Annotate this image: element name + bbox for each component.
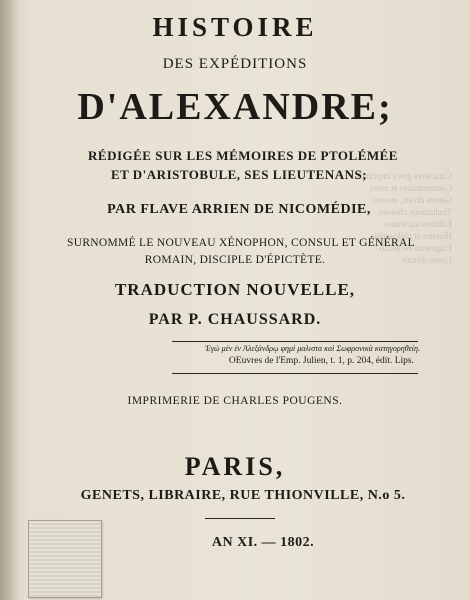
- author-description-1: SURNOMMÉ LE NOUVEAU XÉNOPHON, CONSUL ET GÉNÉRAL: [67, 237, 415, 249]
- author-description-2: ROMAIN, DISCIPLE D'ÉPICTÈTE.: [144, 254, 326, 266]
- printer-line: IMPRIMERIE DE CHARLES POUGENS.: [127, 395, 343, 407]
- imprint-city: PARIS,: [184, 452, 286, 481]
- subtitle-line-1: RÉDIGÉE SUR LES MÉMOIRES DE PTOLÉMÉE: [88, 148, 398, 163]
- title-line-histoire: HISTOIRE: [152, 12, 318, 42]
- show-through-text: Caractères grecs imprimés Commentaires et notes Genres divers, œuvres Traductions choisies Éditions anciennes Histoire et philosophie Fragments recueillis Livres d'étude: [356, 171, 452, 265]
- title-line-alexandre: D'ALEXANDRE;: [77, 86, 393, 128]
- title-line-expeditions: DES EXPÉDITIONS: [162, 56, 308, 72]
- epigraph-rule-bottom: [172, 373, 418, 374]
- translator-line: PAR P. CHAUSSARD.: [148, 311, 322, 328]
- epigraph-rule-top: [172, 341, 418, 342]
- author-line: PAR FLAVE ARRIEN DE NICOMÉDIE,: [107, 202, 371, 217]
- translation-line: TRADUCTION NOUVELLE,: [114, 280, 356, 299]
- imprint-rule: [205, 518, 275, 519]
- epigraph-greek: Ἐγὼ μὲν ἐν Ἀλεξάνδρῳ φημὶ μαλιστα καὶ Σωφρονικὰ κατηγορηθείη.: [205, 344, 420, 353]
- subtitle-line-2: ET D'ARISTOBULE, SES LIEUTENANS;: [110, 167, 368, 182]
- epigraph-source: OEuvres de l'Emp. Julien, t. 1, p. 204, édit. Lips.: [228, 356, 414, 366]
- imprint-publisher: GENETS, LIBRAIRE, RUE THIONVILLE, N.o 5.: [80, 488, 406, 503]
- library-label-sticker: [28, 520, 102, 598]
- imprint-date: AN XI. — 1802.: [211, 535, 315, 550]
